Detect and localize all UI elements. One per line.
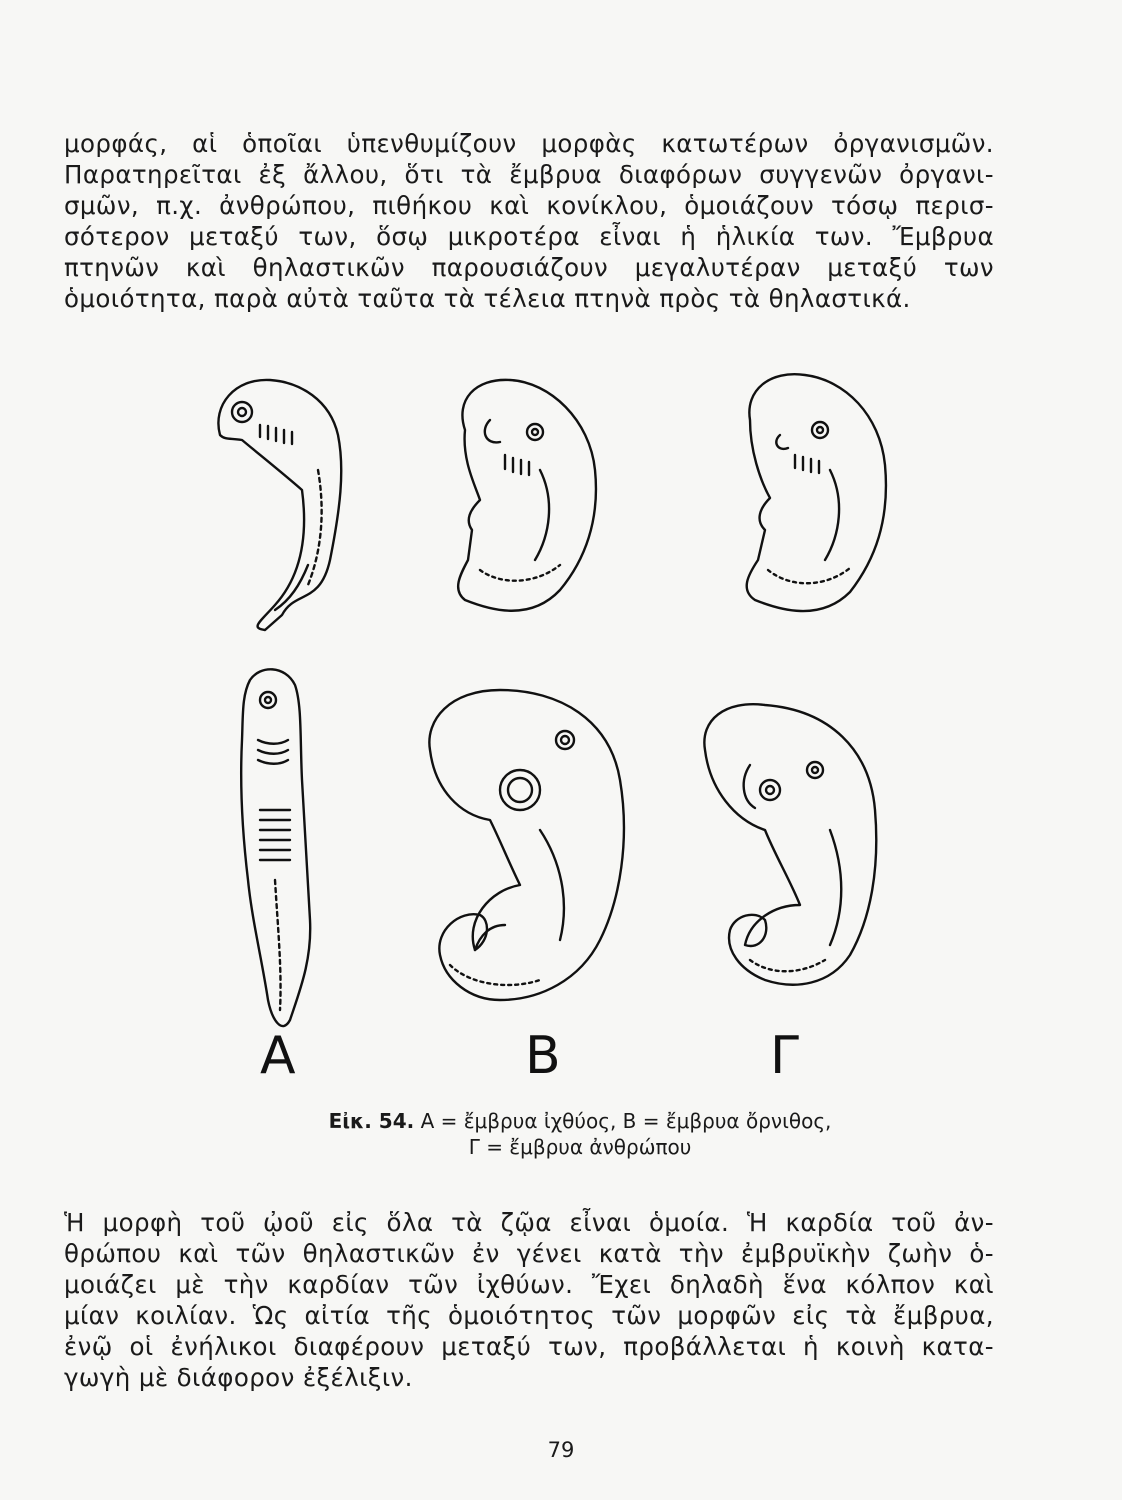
text-line: γωγὴ μὲ διάφορον ἐξέλιξιν. — [64, 1363, 413, 1392]
text-line: μορφάς, αἱ ὁποῖαι ὑπενθυμίζουν μορφὰς κατωτέρων ὀργανισμῶν. — [64, 129, 994, 158]
caption-text-2: Γ = ἔμβρυα ἀνθρώπου — [468, 1135, 692, 1159]
text-line: πτηνῶν καὶ θηλαστικῶν παρουσιάζουν μεγαλυτέραν μεταξύ των — [64, 253, 994, 282]
fish-embryo-later-drawing — [241, 669, 310, 1026]
caption-line-1 — [300, 1108, 860, 1134]
label-human: Γ — [770, 1026, 799, 1086]
human-embryo-early-drawing — [747, 374, 886, 611]
figure-caption — [300, 1108, 860, 1160]
label-fish: A — [260, 1026, 296, 1086]
text-line: Ἡ μορφὴ τοῦ ᾠοῦ εἰς ὅλα τὰ ζῷα εἶναι ὁμοία. Ἡ καρδία τοῦ ἀν- — [64, 1208, 994, 1237]
bottom-paragraph — [64, 1207, 994, 1393]
page-number: 79 — [547, 1438, 575, 1462]
text-line: σότερον μεταξύ των, ὅσῳ μικροτέρα εἶναι ἡ ἡλικία των. Ἔμβρυα — [64, 222, 994, 251]
embryo-figure — [190, 360, 910, 1100]
text-line: ἐνῷ οἱ ἐνήλικοι διαφέρουν μεταξύ των, προβάλλεται ἡ κοινὴ κατα- — [64, 1332, 994, 1361]
bird-embryo-early-drawing — [458, 380, 596, 611]
text-line: μίαν κοιλίαν. Ὡς αἰτία τῆς ὁμοιότητος τῶν μορφῶν εἰς τὰ ἔμβρυα, — [64, 1301, 994, 1330]
text-line: θρώπου καὶ τῶν θηλαστικῶν ἐν γένει κατὰ τὴν ἐμβρυϊκὴν ζωὴν ὁ- — [64, 1239, 994, 1268]
text-line: μοιάζει μὲ τὴν καρδίαν τῶν ἰχθύων. Ἔχει δηλαδὴ ἕνα κόλπον καὶ — [64, 1270, 994, 1299]
top-paragraph — [64, 128, 994, 314]
caption-lead: Εἰκ. 54. — [328, 1109, 415, 1133]
fish-embryo-early-drawing — [218, 380, 341, 630]
bird-embryo-later-drawing — [429, 690, 624, 1000]
text-line: Παρατηρεῖται ἐξ ἄλλου, ὅτι τὰ ἔμβρυα διαφόρων συγγενῶν ὀργανι- — [64, 160, 994, 189]
human-embryo-later-drawing — [704, 704, 876, 984]
label-bird: B — [525, 1026, 561, 1086]
caption-text-1: A = ἔμβρυα ἰχθύος, B = ἔμβρυα ὄρνιθος, — [420, 1109, 832, 1133]
text-line: σμῶν, π.χ. ἀνθρώπου, πιθήκου καὶ κονίκλου, ὁμοιάζουν τόσῳ περισ- — [64, 191, 994, 220]
text-line: ὁμοιότητα, παρὰ αὐτὰ ταῦτα τὰ τέλεια πτηνὰ πρὸς τὰ θηλαστικά. — [64, 284, 911, 313]
